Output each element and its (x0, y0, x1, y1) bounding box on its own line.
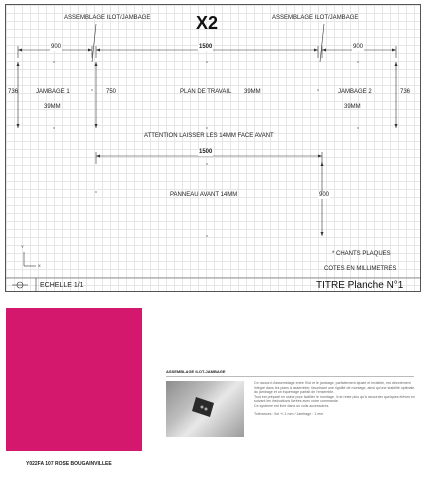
scale-label: ECHELLE 1/1 (40, 282, 84, 289)
part-jambage-1-thickness: 39MM (44, 104, 61, 110)
sheet-title: TITRE Planche N°1 (316, 280, 404, 291)
axis-y-label: Y (21, 244, 24, 249)
dim-center-width: 1500 (199, 44, 213, 50)
dim-right-width: 900 (353, 44, 364, 50)
part-plan-de-travail: PLAN DE TRAVAIL (180, 89, 232, 95)
dim-left-height: 736 (8, 89, 19, 95)
info-tolerances: Tolérances : îlot +/-1 mm / Jambage : 1 mm (254, 411, 324, 416)
assembly-label-right: ASSEMBLAGE ILOT/JAMBAGE (272, 15, 359, 21)
dim-front-width: 1500 (199, 149, 213, 155)
part-jambage-2-thickness: 39MM (344, 104, 361, 110)
info-paragraph-2: Tout est préparé en usine pour faciliter le montage, il ne reste plus qu'à raccorder quelques élèves en suivant les instructions livrées avec votre commande. (254, 394, 415, 404)
axis-x-label: X (38, 263, 41, 268)
leader-left (92, 24, 96, 62)
quantity-multiplier: X2 (196, 13, 219, 33)
dim-right-height: 736 (400, 89, 411, 95)
attention-note: ATTENTION LAISSER LES 14MM FACE AVANT (144, 133, 274, 139)
info-heading: ASSEMBLAGE ILOT-JAMBAGE (166, 369, 226, 374)
dim-center-height: 750 (106, 89, 117, 95)
info-text (254, 381, 416, 416)
info-divider (166, 376, 414, 377)
info-paragraph-3: Ce système est livré dans un colis accessoires. (254, 403, 330, 408)
assembly-photo (166, 381, 244, 437)
part-jambage-1: JAMBAGE 1 (36, 89, 70, 95)
note-units: COTES EN MILLIMETRES (324, 266, 397, 272)
color-swatch (6, 308, 142, 451)
part-front-panel: PANNEAU AVANT 14MM (170, 192, 238, 198)
swatch-caption: Y022FA 107 ROSE BOUGAINVILLEE (26, 461, 112, 467)
dim-left-width: 900 (51, 44, 62, 50)
part-plan-thickness: 39MM (244, 89, 261, 95)
dim-front-height: 900 (319, 192, 330, 198)
info-paragraph-1: Ce raccord d'assemblage entre l'îlot et le jambage, parfaitement ajusté et invisible, est directement intégré dans les plans à assembler, favorisant une rigidité de montage, ainsi qu'une stabilité optimale du jambage et un équerrage parfait de l'ensemble. (254, 381, 415, 395)
part-jambage-2: JAMBAGE 2 (338, 89, 372, 95)
bracket-image-icon (166, 381, 244, 437)
assembly-label-left: ASSEMBLAGE ILOT/JAMBAGE (64, 15, 151, 21)
note-chants: * CHANTS PLAQUES (332, 251, 391, 257)
